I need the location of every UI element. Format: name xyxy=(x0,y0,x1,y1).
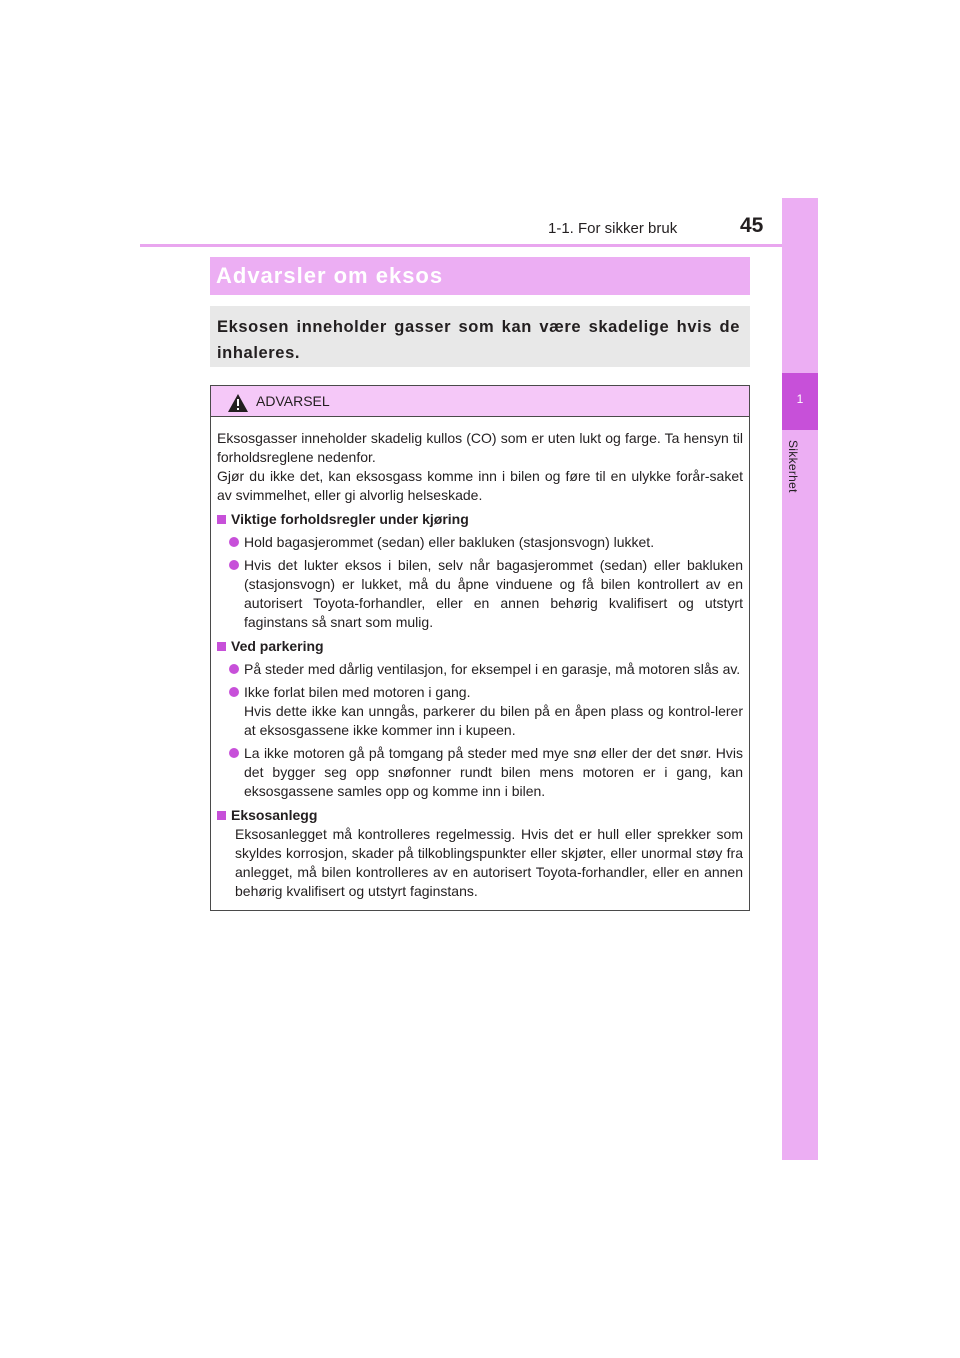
section-heading-driving xyxy=(217,510,743,529)
list-item-text: Hvis det lukter eksos i bilen, selv når bagasjerommet (sedan) eller bakluken (stasjonsvogn) er lukket, må du åpne vinduene og få bilen kontrollert av en autorisert Toyota-forhandler, eller en annen behørig kvalifisert og utstyrt faginstans så snart som mulig. xyxy=(244,557,743,630)
warning-triangle-icon xyxy=(227,393,249,413)
list-item-text: Hold bagasjerommet (sedan) eller bakluken (stasjonsvogn) lukket. xyxy=(244,534,655,550)
circle-bullet-icon xyxy=(229,664,239,674)
list-item-text xyxy=(244,683,743,740)
list-item-text: La ikke motoren gå på tomgang på steder med mye snø eller der det snør. Hvis det bygger seg opp snøfonner rundt bilen mens motoren er i gang, kan eksosgassene samles opp og komme inn i bilen. xyxy=(244,745,743,799)
list-item-line: Ikke forlat bilen med motoren i gang. xyxy=(244,684,471,700)
circle-bullet-icon xyxy=(229,537,239,547)
intro-box xyxy=(210,306,750,367)
section-heading-exhaust-system xyxy=(217,806,743,825)
warning-paragraph: Gjør du ikke det, kan eksosgass komme inn i bilen og føre til en ulykke forår-saket av svimmelhet, eller gi alvorlig helseskade. xyxy=(217,468,743,503)
header-divider xyxy=(140,244,818,247)
square-bullet-icon xyxy=(217,642,226,651)
intro-text: Eksosen inneholder gasser som kan være skadelige hvis de inhaleres. xyxy=(217,318,740,362)
section-title: Advarsler om eksos xyxy=(216,263,444,288)
chapter-label: Sikkerhet xyxy=(786,440,800,493)
square-bullet-icon xyxy=(217,811,226,820)
list-item xyxy=(217,660,743,679)
list-item xyxy=(217,533,743,552)
chapter-number: 1 xyxy=(796,392,804,406)
list-item xyxy=(217,744,743,801)
list-item xyxy=(217,683,743,740)
page-number: 45 xyxy=(740,214,764,237)
chapter-side-tab xyxy=(782,198,818,1160)
square-bullet-icon xyxy=(217,515,226,524)
warning-box xyxy=(210,385,750,911)
circle-bullet-icon xyxy=(229,560,239,570)
list-item-line: Hvis dette ikke kan unngås, parkerer du bilen på en åpen plass og kontrol-lerer at eksosgassene ikke kommer inn i kupeen. xyxy=(244,703,743,738)
list-item-text: På steder med dårlig ventilasjon, for eksempel i en garasje, må motoren slås av. xyxy=(244,661,741,677)
section-heading-text: Eksosanlegg xyxy=(231,807,318,823)
section-heading-parking xyxy=(217,637,743,656)
circle-bullet-icon xyxy=(229,687,239,697)
section-title-bar xyxy=(210,257,750,295)
header-section-title: 1-1. For sikker bruk xyxy=(548,220,678,237)
warning-body xyxy=(217,429,743,901)
section-paragraph: Eksosanlegget må kontrolleres regelmessig. Hvis det er hull eller sprekker som skyldes korrosjon, skader på tilkoblingspunkter eller skjøter, eller unormal støy fra anlegget, må bilen kontrolleres av en autorisert Toyota-forhandler, eller en annen behørig kvalifisert og utstyrt faginstans. xyxy=(235,826,743,899)
section-heading-text: Ved parkering xyxy=(231,638,324,654)
section-heading-text: Viktige forholdsregler under kjøring xyxy=(231,511,469,527)
circle-bullet-icon xyxy=(229,748,239,758)
list-item xyxy=(217,556,743,632)
warning-header xyxy=(211,386,749,417)
warning-paragraph: Eksosgasser inneholder skadelig kullos (CO) som er uten lukt og farge. Ta hensyn til forholdsreglene nedenfor. xyxy=(217,430,743,465)
warning-label: ADVARSEL xyxy=(256,393,330,409)
